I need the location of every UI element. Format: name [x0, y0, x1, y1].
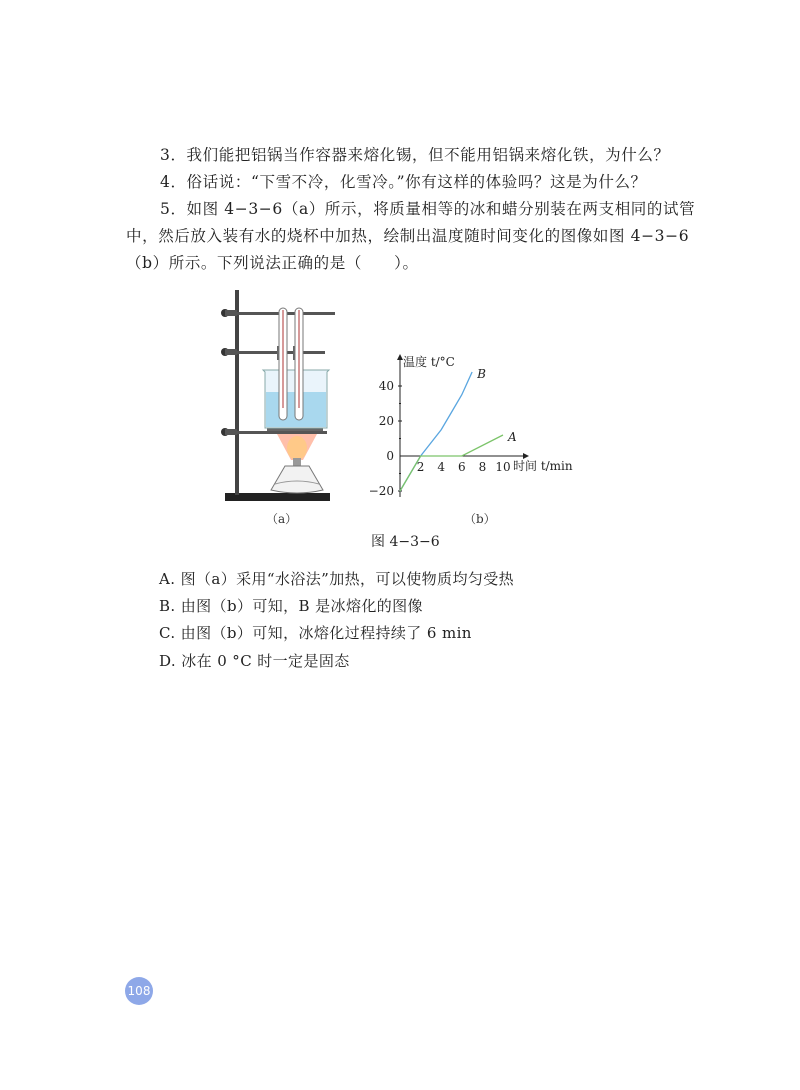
series-line-a [400, 435, 503, 491]
x-tick-label: 6 [457, 460, 466, 474]
option-b: B. 由图（b）可知，B 是冰熔化的图像 [159, 597, 423, 615]
y-axis-label: 温度 t/°C [403, 355, 455, 369]
question-5-line-2: 中，然后放入装有水的烧杯中加热，绘制出温度随时间变化的图像如图 4−3−6 [126, 227, 690, 245]
caption-b: （b） [464, 512, 496, 526]
caption-a: （a） [266, 512, 298, 526]
x-tick-label: 2 [416, 460, 425, 474]
y-tick-label: 0 [386, 449, 394, 463]
option-d: D. 冰在 0 °C 时一定是固态 [159, 652, 350, 670]
y-tick-label: −20 [368, 484, 394, 498]
x-tick-label: 10 [495, 460, 511, 474]
question-3: 3．我们能把铝锅当作容器来熔化锡，但不能用铝锅来熔化铁，为什么？ [160, 146, 670, 164]
x-tick-label: 8 [478, 460, 487, 474]
option-a: A. 图（a）采用“水浴法”加热，可以使物质均匀受热 [159, 570, 515, 588]
y-tick-label: 40 [378, 379, 394, 393]
y-tick-label: 20 [378, 414, 394, 428]
apparatus-illustration [215, 288, 345, 503]
question-5-line-1: 5．如图 4−3−6（a）所示，将质量相等的冰和蜡分别装在两支相同的试管 [160, 200, 696, 218]
temperature-time-chart [365, 350, 595, 510]
x-tick-label: 4 [437, 460, 446, 474]
x-axis-label: 时间 t/min [513, 459, 573, 473]
question-5-line-3: （b）所示。下列说法正确的是（ ）。 [126, 254, 419, 272]
question-4: 4．俗话说：“下雪不冷，化雪冷。”你有这样的体验吗？这是为什么？ [160, 173, 647, 191]
series-label-b: B [477, 367, 486, 381]
series-label-a: A [508, 430, 517, 444]
page-number: 108 [125, 977, 153, 1005]
option-c: C. 由图（b）可知，冰熔化过程持续了 6 min [159, 624, 472, 642]
figure-caption: 图 4−3−6 [371, 534, 440, 550]
